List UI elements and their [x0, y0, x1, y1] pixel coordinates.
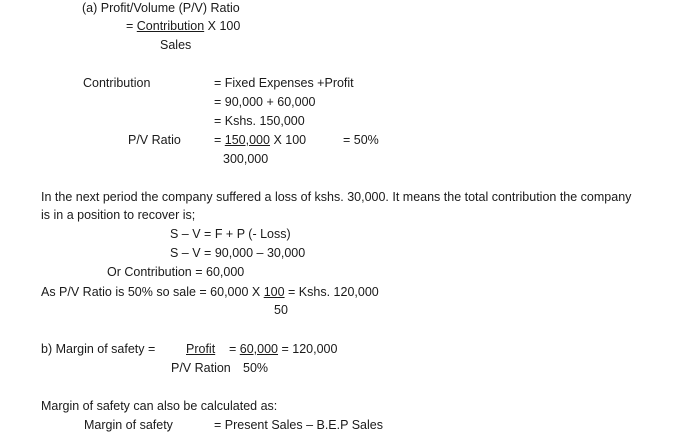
margin-value-numerator: 60,000 — [239, 342, 279, 356]
margin-values — [229, 341, 337, 357]
pv-formula-eq: = — [126, 19, 137, 33]
pv-formula-times: X 100 — [204, 19, 241, 33]
contribution-line-2: = 90,000 + 60,000 — [214, 95, 316, 109]
margin-formula — [186, 341, 215, 357]
sale-numerator: 100 — [263, 285, 285, 299]
pv-formula-numerator: Contribution — [136, 19, 205, 33]
section-a-heading: (a) Profit/Volume (P/V) Ratio — [82, 1, 240, 15]
margin-eq: = — [229, 342, 240, 356]
contribution-line-1: = Fixed Expenses +Profit — [214, 76, 354, 90]
margin-alt-label: Margin of safety — [84, 418, 173, 432]
sale-calculation — [41, 284, 379, 300]
contribution-label: Contribution — [83, 76, 151, 90]
pv-ratio-eq: = — [214, 133, 225, 147]
margin-alt-formula: = Present Sales – B.E.P Sales — [214, 418, 383, 432]
pv-formula-denominator: Sales — [160, 38, 192, 52]
margin-profit: Profit — [186, 342, 216, 356]
pv-ratio-times: X 100 — [269, 133, 307, 147]
section-b-label: b) Margin of safety = — [41, 342, 156, 356]
sale-denominator: 50 — [274, 303, 288, 317]
equation-1: S – V = F + P (- Loss) — [170, 227, 291, 241]
margin-pv-value: 50% — [243, 361, 269, 375]
pv-formula — [126, 18, 240, 34]
pv-ratio-label: P/V Ratio — [128, 133, 181, 147]
sale-suffix: = Kshs. 120,000 — [284, 285, 379, 299]
margin-alt-intro: Margin of safety can also be calculated as: — [41, 399, 278, 413]
pv-ratio-denominator: 300,000 — [223, 152, 269, 166]
next-period-line-1: In the next period the company suffered a loss of kshs. 30,000. It means the total contribution the company — [41, 190, 632, 204]
pv-ratio-formula — [214, 132, 306, 148]
margin-pv-ration: P/V Ration — [171, 361, 231, 375]
pv-ratio-result: = 50% — [343, 133, 379, 147]
pv-ratio-numerator: 150,000 — [224, 133, 270, 147]
sale-prefix: As P/V Ratio is 50% so sale = 60,000 X — [41, 285, 264, 299]
margin-result: = 120,000 — [278, 342, 338, 356]
equation-2: S – V = 90,000 – 30,000 — [170, 246, 306, 260]
equation-3: Or Contribution = 60,000 — [107, 265, 245, 279]
next-period-line-2: is in a position to recover is; — [41, 208, 196, 222]
contribution-line-3: = Kshs. 150,000 — [214, 114, 305, 128]
